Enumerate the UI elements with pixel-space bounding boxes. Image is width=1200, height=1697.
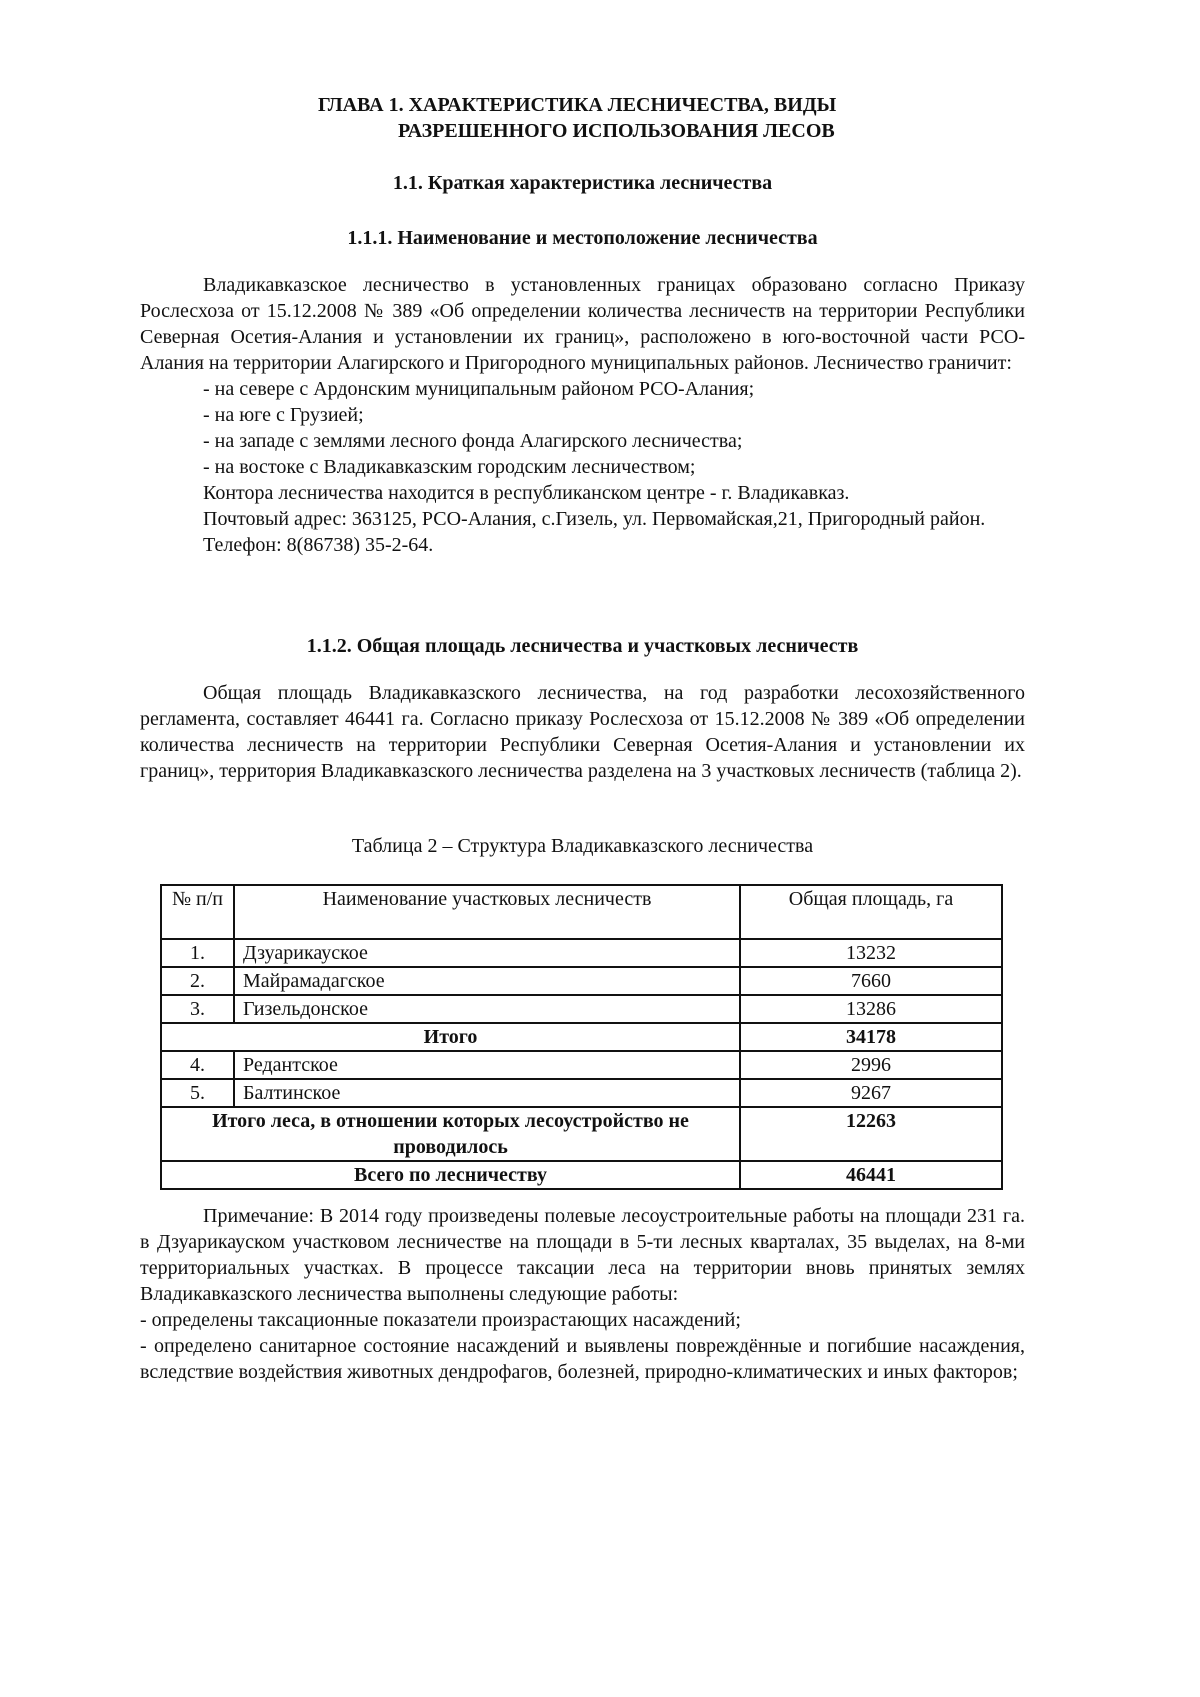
cell-num: 5. [161, 1079, 234, 1107]
section-heading-1-1: 1.1. Краткая характеристика лесничества [392, 172, 773, 194]
paragraph: Телефон: 8(86738) 35-2-64. [203, 534, 434, 556]
cell-area: 13286 [740, 995, 1002, 1023]
subtotal-value: 34178 [740, 1023, 1002, 1051]
structure-table [160, 884, 1003, 1190]
paragraph: Почтовый адрес: 363125, РСО-Алания, с.Гизель, ул. Первомайская,21, Пригородный район. [203, 508, 986, 530]
header-cell: Общая площадь, га [740, 885, 1002, 939]
cell-name: Балтинское [234, 1079, 740, 1107]
table-row [161, 995, 1002, 1023]
chapter-title-line1: ГЛАВА 1. ХАРАКТЕРИСТИКА ЛЕСНИЧЕСТВА, ВИДЫ [318, 94, 837, 116]
cell-num: 2. [161, 967, 234, 995]
grand-total-label: Всего по лесничеству [161, 1161, 740, 1189]
cell-area: 9267 [740, 1079, 1002, 1107]
cell-area: 7660 [740, 967, 1002, 995]
paragraph: Контора лесничества находится в республиканском центре - г. Владикавказ. [203, 482, 850, 504]
table-row [161, 1079, 1002, 1107]
list-item: - определено санитарное состояние насаждений и выявлены повреждённые и погибшие насаждения, вследствие воздействия животных дендрофагов, болезней, природно-климатических и иных факторов; [140, 1335, 1025, 1383]
table-row [161, 939, 1002, 967]
other-total-label: Итого леса, в отношении которых лесоустройство не проводилось [161, 1107, 740, 1161]
header-text: Наименование участковых лесничеств [322, 888, 652, 910]
cell-num: 3. [161, 995, 234, 1023]
note-paragraph: Примечание: В 2014 году произведены полевые лесоустроительные работы на площади 231 га. в Дзуарикауском участковом лесничестве на площади в 5-ти лесных кварталах, 35 выделах, на 8-ми территориальных участках. В процессе таксации леса на территории вновь принятых землях Владикавказского лесничества выполнены следующие работы: [140, 1205, 1025, 1305]
cell-num: 1. [161, 939, 234, 967]
other-total-row [161, 1107, 1002, 1161]
list-item: - на юге с Грузией; [203, 404, 364, 426]
note-section [140, 1203, 1025, 1385]
other-total-value: 12263 [740, 1107, 1002, 1161]
table-caption: Таблица 2 – Структура Владикавказского лесничества [351, 835, 814, 857]
list-item: - на севере с Ардонским муниципальным районом РСО-Алания; [203, 378, 755, 400]
cell-name: Редантское [234, 1051, 740, 1079]
table-row [161, 1051, 1002, 1079]
grand-total-value: 46441 [740, 1161, 1002, 1189]
table-header-row [161, 885, 1002, 939]
section-heading-1-1-2: 1.1.2. Общая площадь лесничества и участковых лесничеств [306, 635, 859, 657]
cell-name: Гизельдонское [234, 995, 740, 1023]
list-item: - на востоке с Владикавказским городским лесничеством; [203, 456, 696, 478]
cell-name: Дзуарикауское [234, 939, 740, 967]
cell-num: 4. [161, 1051, 234, 1079]
section-heading-1-1-1: 1.1.1. Наименование и местоположение лесничества [347, 227, 818, 249]
grand-total-row [161, 1161, 1002, 1189]
paragraph: Владикавказское лесничество в установленных границах образовано согласно Приказу Рослесхоза от 15.12.2008 № 389 «Об определении количества лесничеств на территории Республики Северная Осетия-Алания и установлении их границ», расположено в юго-восточной части РСО-Алания на территории Алагирского и Пригородного муниципальных районов. Лесничество граничит: [140, 274, 1025, 374]
paragraph: Общая площадь Владикавказского лесничества, на год разработки лесохозяйственного регламента, составляет 46441 га. Согласно приказу Рослесхоза от 15.12.2008 № 389 «Об определении количества лесничеств на территории Республики Северная Осетия-Алания и установлении их границ», территория Владикавказского лесничества разделена на 3 участковых лесничеств (таблица 2). [140, 682, 1025, 782]
chapter-title [140, 92, 1025, 144]
list-item: - определены таксационные показатели произрастающих насаждений; [140, 1309, 741, 1331]
section-1-1-2-body [140, 680, 1025, 784]
cell-name: Майрамадагское [234, 967, 740, 995]
table-row [161, 967, 1002, 995]
header-cell: № п/п [161, 885, 234, 939]
subtotal-row [161, 1023, 1002, 1051]
header-cell [234, 885, 740, 939]
list-item: - на западе с землями лесного фонда Алагирского лесничества; [203, 430, 743, 452]
cell-area: 13232 [740, 939, 1002, 967]
chapter-title-line2: РАЗРЕШЕННОГО ИСПОЛЬЗОВАНИЯ ЛЕСОВ [398, 120, 835, 142]
section-1-1-1-body [140, 272, 1025, 558]
subtotal-label: Итого [161, 1023, 740, 1051]
cell-area: 2996 [740, 1051, 1002, 1079]
